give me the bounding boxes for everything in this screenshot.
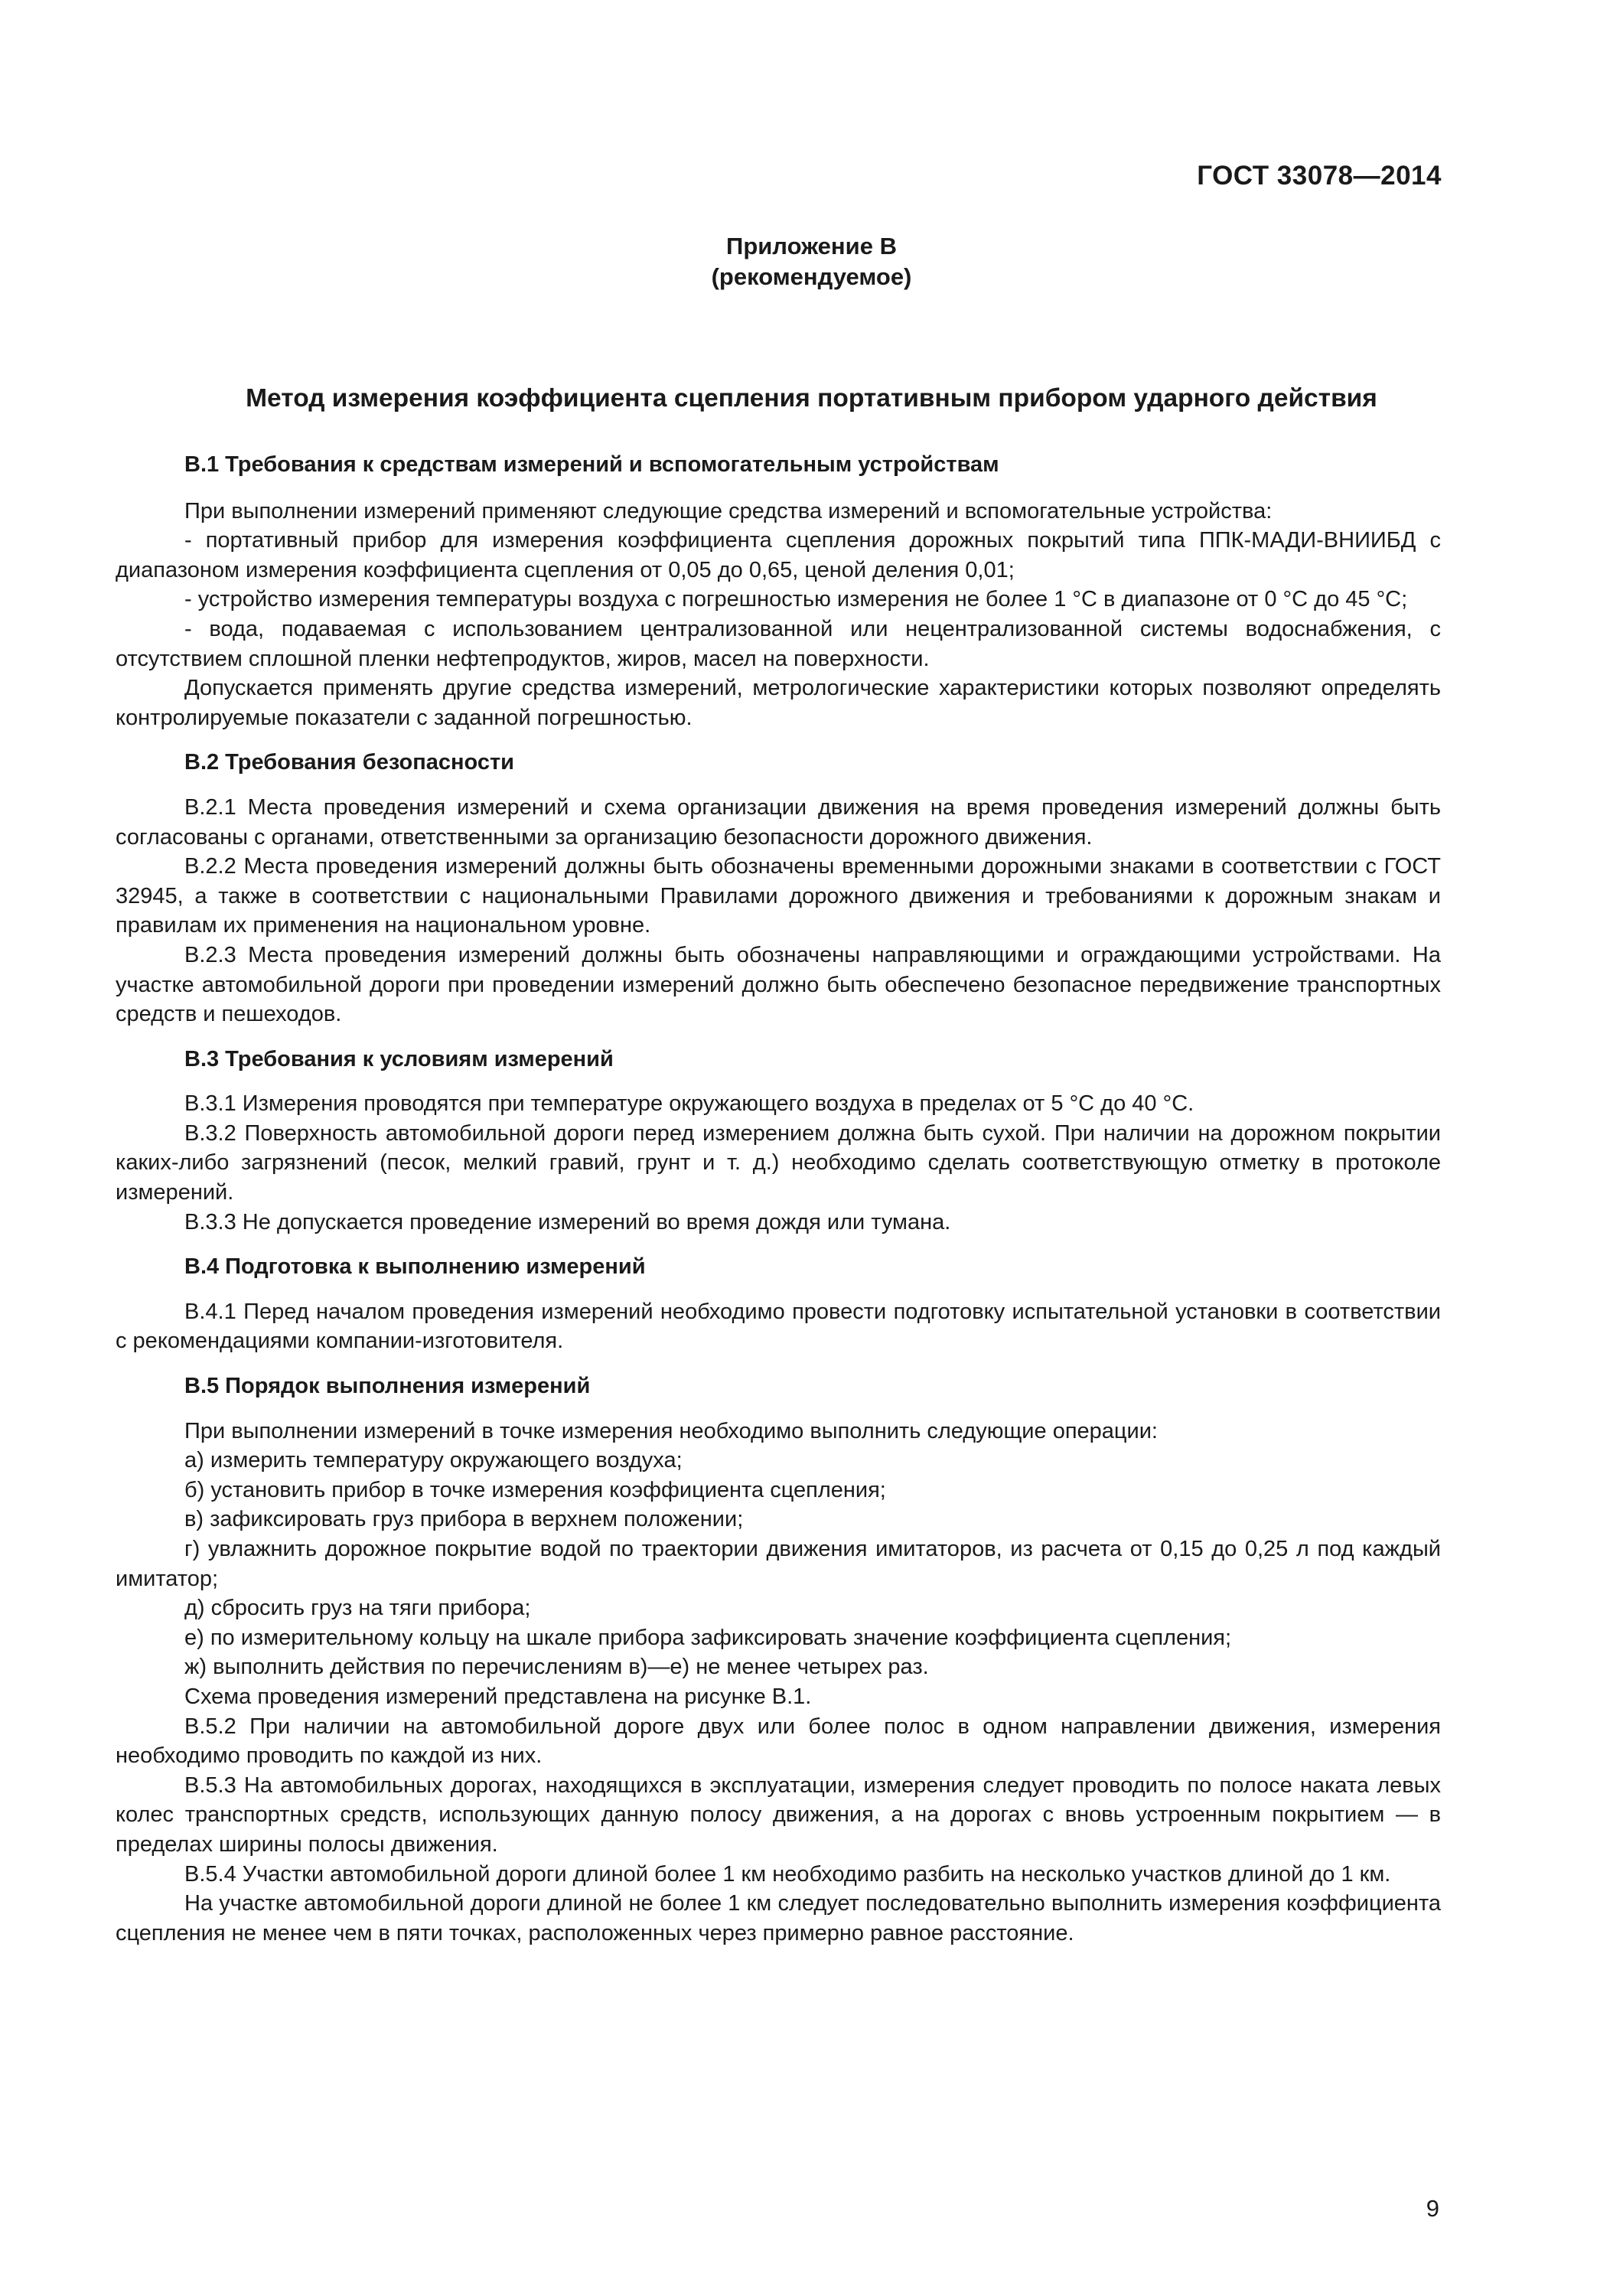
paragraph: В.5.4 Участки автомобильной дороги длиной более 1 км необходимо разбить на несколько участков длиной до 1 км.	[184, 1861, 1391, 1887]
list-item: г) увлажнить дорожное покрытие водой по траектории движения имитаторов, из расчета от 0,15 до 0,25 л под каждый имитатор;	[116, 1537, 1441, 1591]
section-heading: В.5 Порядок выполнения измерений	[184, 1374, 591, 1399]
section-heading: В.1 Требования к средствам измерений и вспомогательным устройствам	[184, 452, 999, 477]
appendix-header	[0, 231, 1623, 292]
paragraph: В.3.3 Не допускается проведение измерений во время дождя или тумана.	[184, 1209, 951, 1234]
section-heading: В.2 Требования безопасности	[184, 750, 515, 775]
paragraph: В.4.1 Перед началом проведения измерений необходимо провести подготовку испытательной установки в соответствии с рекомендациями компании-изготовителя.	[116, 1299, 1441, 1354]
appendix-label: Приложение В	[726, 233, 897, 259]
paragraph: В.5.3 На автомобильных дорогах, находящихся в эксплуатации, измерения следует проводить по полосе наката левых колес транспортных средств, использующих данную полосу движения, а на дорогах с вновь устроенным покрытием — в пределах ширины полосы движения.	[116, 1773, 1441, 1857]
appendix-status: (рекомендуемое)	[711, 263, 912, 290]
paragraph: В.3.1 Измерения проводятся при температуре окружающего воздуха в пределах от 5 °С до 40 °С.	[184, 1091, 1194, 1117]
paragraph: При выполнении измерений в точке измерения необходимо выполнить следующие операции:	[184, 1418, 1158, 1443]
appendix-title: Метод измерения коэффициента сцепления портативным прибором ударного действия	[246, 384, 1377, 413]
section-heading: В.3 Требования к условиям измерений	[184, 1046, 614, 1071]
page-number: 9	[1426, 2195, 1439, 2222]
list-item: д) сбросить груз на тяги прибора;	[184, 1596, 531, 1621]
list-item: б) установить прибор в точке измерения коэффициента сцепления;	[184, 1477, 886, 1502]
paragraph: В.2.1 Места проведения измерений и схема организации движения на время проведения измерений должны быть согласованы с органами, ответственными за организацию безопасности дорожного движения.	[116, 794, 1441, 850]
paragraph: Схема проведения измерений представлена на рисунке В.1.	[184, 1684, 812, 1709]
section-heading: В.4 Подготовка к выполнению измерений	[184, 1254, 646, 1280]
paragraph: В.2.2 Места проведения измерений должны быть обозначены временными дорожными знаками в соответствии с ГОСТ 32945, а также в соответствии с национальными Правилами дорожного движения и требованиями к дорожным знакам и правилам их применения на национальном уровне.	[116, 854, 1441, 938]
paragraph: В.2.3 Места проведения измерений должны быть обозначены направляющими и ограждающими устройствами. На участке автомобильной дороги при проведении измерений должно быть обеспечено безопасное передвижение транспортных средств и пешеходов.	[116, 942, 1441, 1027]
paragraph: В.3.2 Поверхность автомобильной дороги перед измерением должна быть сухой. При наличии на дорожном покрытии каких-либо загрязнений (песок, мелкий гравий, грунт и т. д.) необходимо сделать соответствующую отметку в протоколе измерений.	[116, 1120, 1441, 1205]
paragraph: На участке автомобильной дороги длиной не более 1 км следует последовательно выполнить измерения коэффициента сцепления не менее чем в пяти точках, расположенных через примерно равное расстояние.	[116, 1891, 1441, 1945]
list-item: - вода, подаваемая с использованием централизованной или нецентрализованной системы водоснабжения, с отсутствием сплошной пленки нефтепродуктов, жиров, масел на поверхности.	[116, 616, 1441, 671]
list-item: - устройство измерения температуры воздуха с погрешностью измерения не более 1 °С в диапазоне от 0 °С до 45 °С;	[184, 587, 1408, 612]
list-item: а) измерить температуру окружающего воздуха;	[184, 1448, 683, 1473]
list-item: в) зафиксировать груз прибора в верхнем положении;	[184, 1507, 744, 1532]
paragraph: Допускается применять другие средства измерений, метрологические характеристики которых позволяют определять контролируемые показатели с заданной погрешностью.	[116, 676, 1441, 730]
paragraph: В.5.2 При наличии на автомобильной дороге двух или более полос в одном направлении движения, измерения необходимо проводить по каждой из них.	[116, 1714, 1441, 1769]
document-id: ГОСТ 33078—2014	[1197, 161, 1442, 191]
list-item: ж) выполнить действия по перечислениям в)—е) не менее четырех раз.	[184, 1655, 929, 1680]
document-body	[116, 450, 1441, 1948]
paragraph: При выполнении измерений применяют следующие средства измерений и вспомогательные устройства:	[184, 498, 1273, 523]
list-item: е) по измерительному кольцу на шкале прибора зафиксировать значение коэффициента сцепления;	[184, 1625, 1232, 1650]
list-item: - портативный прибор для измерения коэффициента сцепления дорожных покрытий типа ППК-МАДИ-ВНИИБД с диапазоном измерения коэффициента сцепления от 0,05 до 0,65, ценой деления 0,01;	[116, 528, 1441, 582]
